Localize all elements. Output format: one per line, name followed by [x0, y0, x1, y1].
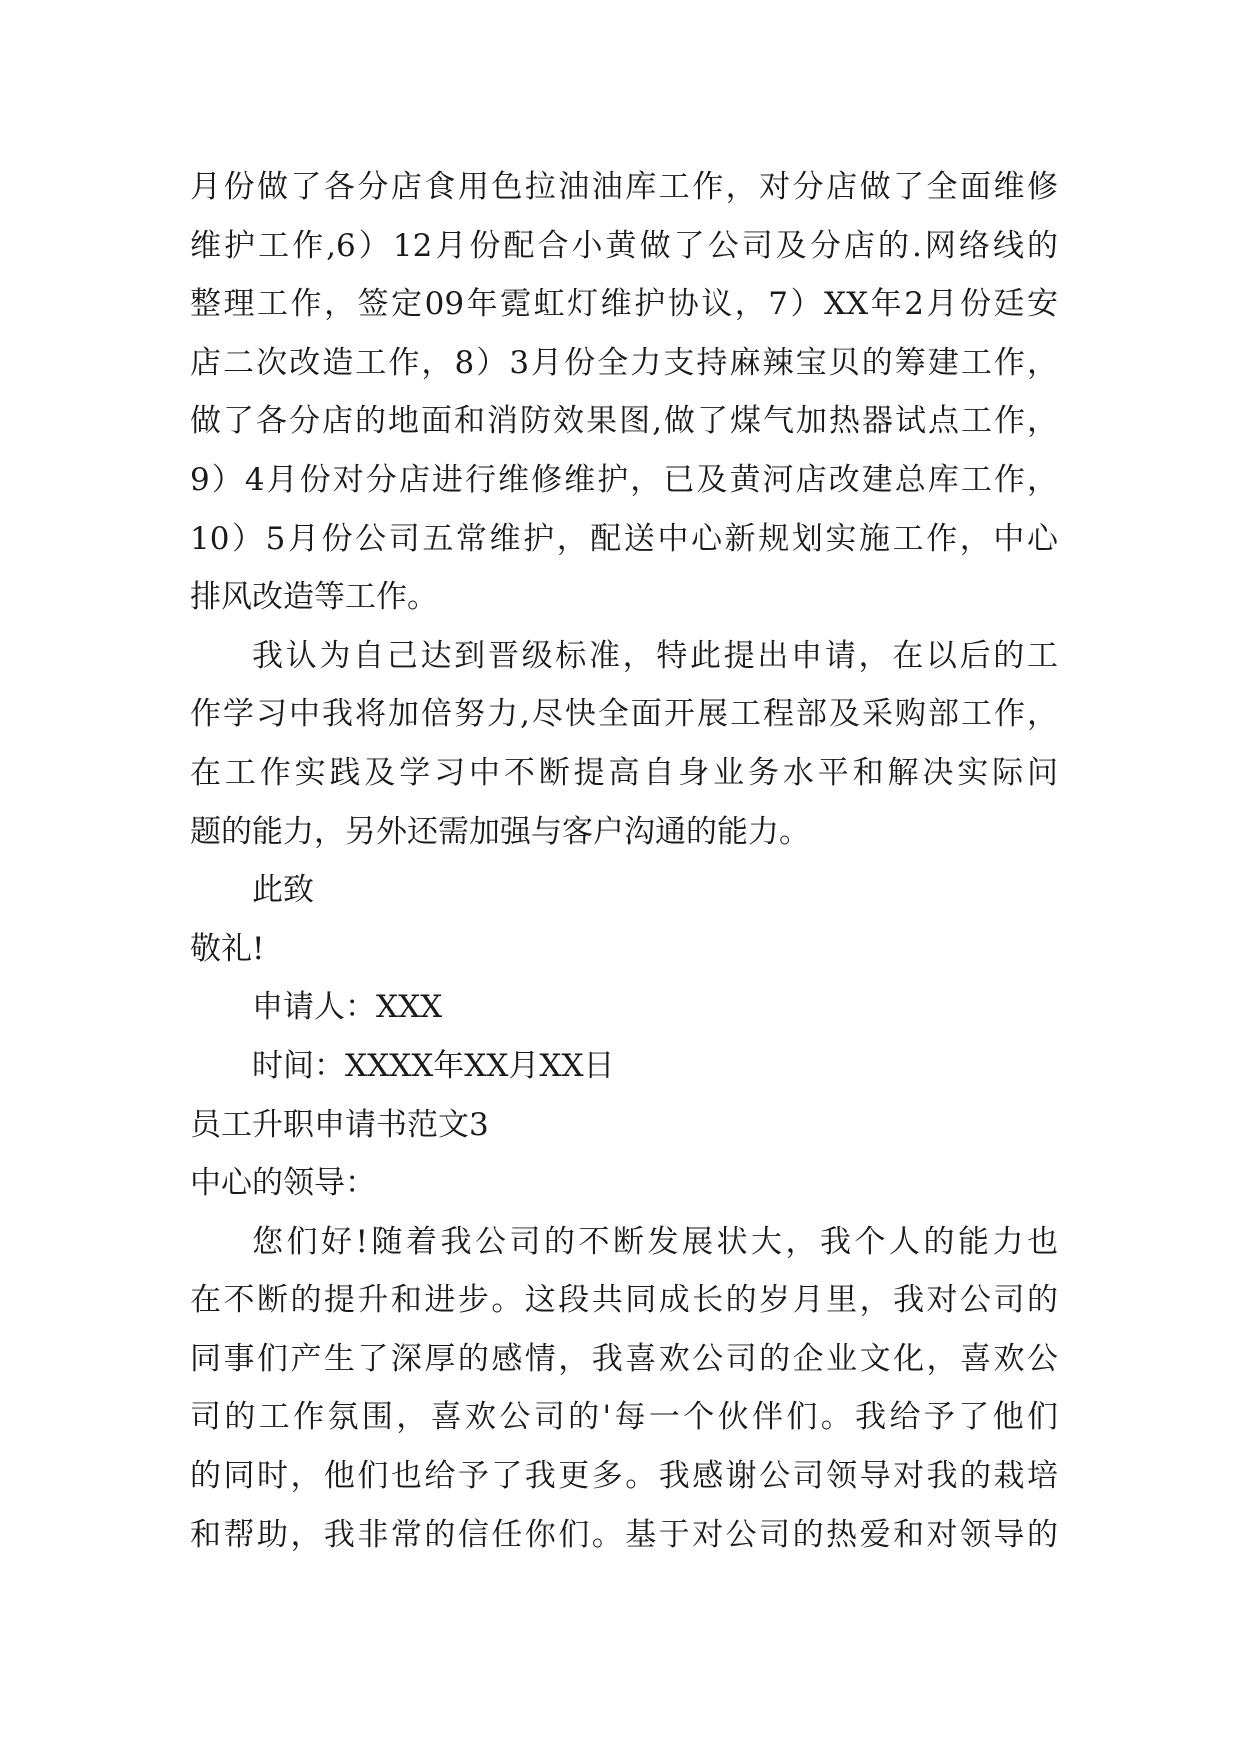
applicant-line: 申请人：XXX: [252, 989, 443, 1026]
body-line: 整理工作，签定09年霓虹灯维护协议，7）XX年2月份廷安: [190, 286, 1058, 323]
letter-greeting: 中心的领导：: [190, 1165, 376, 1202]
date-line: 时间：XXXX年XX月XX日: [252, 1047, 615, 1084]
closing-regards: 敬礼!: [190, 930, 265, 967]
body-line: 店二次改造工作，8）3月份全力支持麻辣宝贝的筹建工作，: [190, 344, 1058, 381]
body-line: 和帮助，我非常的信任你们。基于对公司的热爱和对领导的: [190, 1516, 1058, 1553]
body-line: 9）4月份对分店进行维修维护，已及黄河店改建总库工作，: [190, 461, 1058, 498]
body-line: 排风改造等工作。: [190, 579, 438, 616]
document-body: [190, 158, 1058, 1564]
body-line: 您们好!随着我公司的不断发展状大，我个人的能力也: [252, 1223, 1058, 1260]
body-line: 题的能力，另外还需加强与客户沟通的能力。: [190, 813, 810, 850]
section-heading: 员工升职申请书范文3: [190, 1106, 489, 1143]
body-line: 我认为自己达到晋级标准，特此提出申请，在以后的工: [252, 637, 1058, 674]
body-line: 在不断的提升和进步。这段共同成长的岁月里，我对公司的: [190, 1282, 1058, 1319]
body-line: 的同时，他们也给予了我更多。我感谢公司领导对我的栽培: [190, 1458, 1058, 1495]
closing-salutation: 此致: [252, 872, 314, 909]
body-line: 同事们产生了深厚的感情，我喜欢公司的企业文化，喜欢公: [190, 1340, 1058, 1377]
body-line: 作学习中我将加倍努力,尽快全面开展工程部及采购部工作，: [190, 696, 1058, 733]
body-line: 维护工作,6）12月份配合小黄做了公司及分店的.网络线的: [190, 227, 1058, 264]
body-line: 在工作实践及学习中不断提高自身业务水平和解决实际问: [190, 754, 1058, 791]
body-line: 10）5月份公司五常维护，配送中心新规划实施工作，中心: [190, 520, 1058, 557]
body-line: 做了各分店的地面和消防效果图,做了煤气加热器试点工作，: [190, 403, 1058, 440]
body-line: 月份做了各分店食用色拉油油库工作，对分店做了全面维修: [190, 169, 1058, 205]
body-line: 司的工作氛围，喜欢公司的'每一个伙伴们。我给予了他们: [190, 1399, 1058, 1436]
